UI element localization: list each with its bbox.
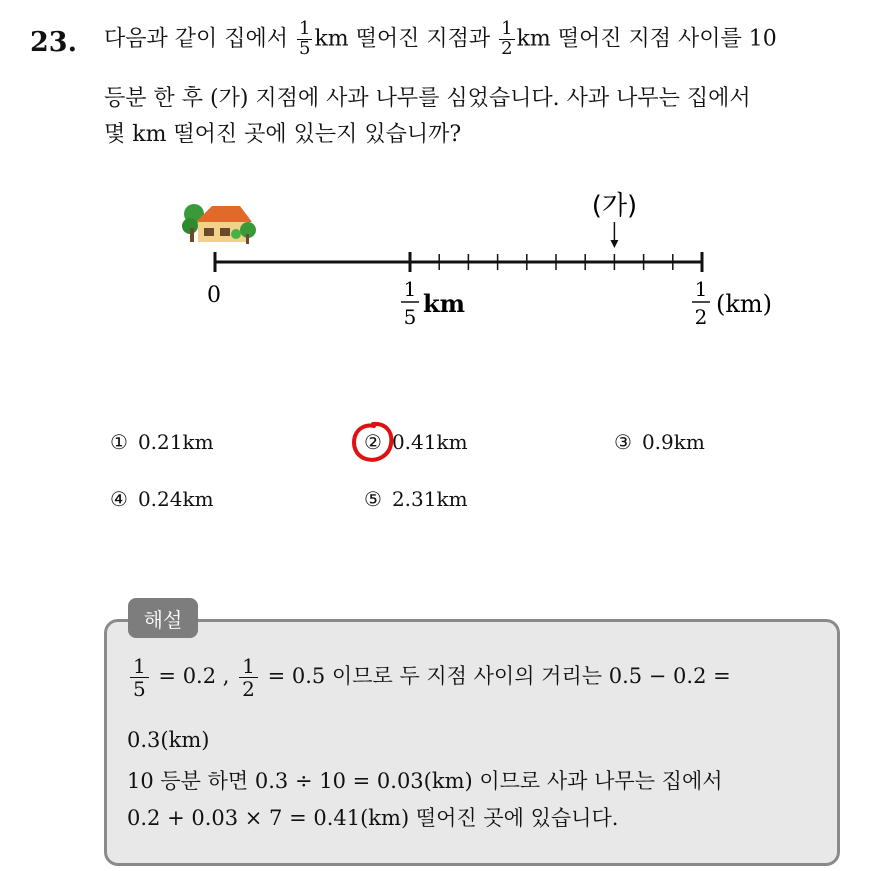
choice-5[interactable]: ⑤ 2.31km bbox=[364, 487, 468, 511]
solution-frac-1: $\frac{1}{5}$ bbox=[130, 655, 149, 700]
fraction-one-fifth: $\frac{1}{5}$ bbox=[299, 18, 311, 59]
solution-tag: 해설 bbox=[128, 598, 198, 638]
question-line-1 bbox=[104, 20, 777, 59]
question-text-b: km 떨어진 지점과 bbox=[314, 26, 498, 52]
fraction-one-half: $\frac{1}{2}$ bbox=[501, 18, 513, 59]
solution-line-3: 10 등분 하면 0.3 ÷ 10 = 0.03(km) 이므로 사과 나무는 집에서 bbox=[127, 769, 723, 793]
end-frac-num: 1 bbox=[694, 277, 708, 301]
solution-line-2: 0.3(km) bbox=[127, 728, 210, 752]
choice-2[interactable]: ② 0.41km bbox=[364, 430, 468, 454]
house-icon bbox=[182, 204, 256, 244]
solution-line-4: 0.2 + 0.03 × 7 = 0.41(km) 떨어진 곳에 있습니다. bbox=[127, 806, 619, 830]
answer-mark-circle bbox=[348, 418, 398, 466]
choice-1[interactable]: ① 0.21km bbox=[110, 430, 214, 454]
marker-label: (가) bbox=[591, 191, 638, 221]
question-text-a: 다음과 같이 집에서 bbox=[104, 26, 295, 52]
question-line-3: 몇 km 떨어진 곳에 있는지 있습니까? bbox=[104, 122, 462, 147]
mid-frac-num: 1 bbox=[403, 277, 417, 301]
solution-line-1: $\frac{1}{5}$ = 0.2 , $\frac{1}{2}$ = 0.5 이므로 두 지점 사이의 거리는 0.5 − 0.2 = bbox=[127, 655, 731, 700]
solution-frac-2: $\frac{1}{2}$ bbox=[239, 655, 258, 700]
question-line-2: 등분 한 후 (가) 지점에 사과 나무를 심었습니다. 사과 나무는 집에서 bbox=[104, 86, 751, 111]
question-number: 23. bbox=[30, 27, 77, 58]
mid-unit: km bbox=[423, 289, 466, 318]
choice-4[interactable]: ④ 0.24km bbox=[110, 487, 214, 511]
mid-frac-den: 5 bbox=[403, 305, 417, 329]
start-label: 0 bbox=[207, 283, 221, 308]
number-line-diagram bbox=[0, 180, 884, 350]
end-unit: (km) bbox=[716, 290, 773, 318]
marker-arrow bbox=[610, 222, 618, 248]
question-text-c: km 떨어진 지점 사이를 10 bbox=[516, 26, 777, 52]
end-frac-den: 2 bbox=[694, 305, 708, 329]
choice-3[interactable]: ③ 0.9km bbox=[614, 430, 705, 454]
